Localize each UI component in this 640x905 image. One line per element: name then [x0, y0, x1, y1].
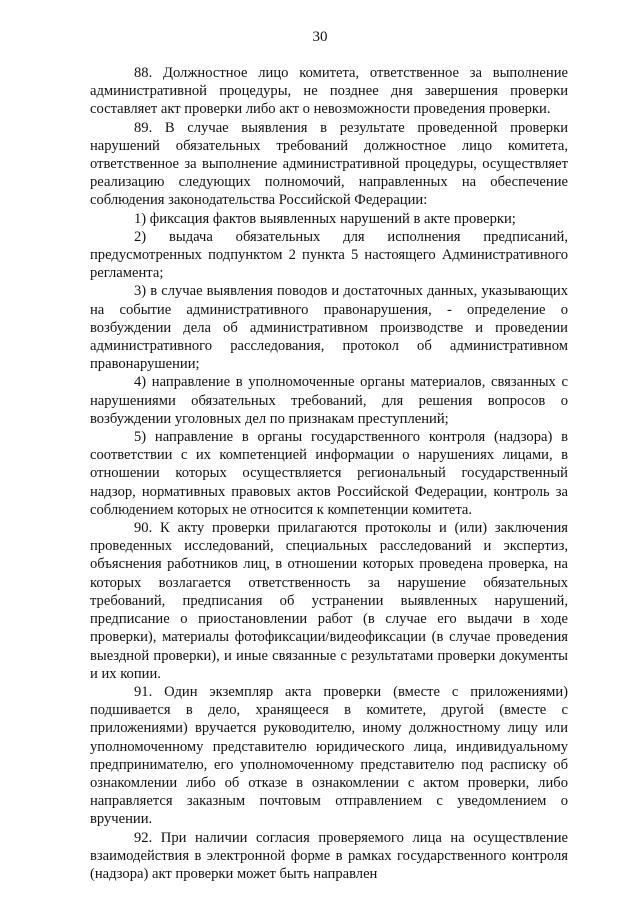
- list-item-1: 1) фиксация фактов выявленных нарушений в акте проверки;: [134, 210, 516, 227]
- paragraph-92: 92. При наличии согласия проверяемого лица на осуществление взаимодействия в электронной форме в рамках государственного контроля (надзора) акт проверки может быть направлен: [90, 829, 568, 882]
- page-number: 30: [312, 29, 328, 45]
- list-item-5: 5) направление в органы государственного контроля (надзора) в соответствии с их компетенцией информации о нарушениях лицами, в отношении которых осуществляется региональный государственный надзор, нормативных правовых актов Российской Федерации, контроль за соблюдением которых не относится к компетенции комитета.: [90, 429, 568, 518]
- list-item-3: 3) в случае выявления поводов и достаточных данных, указывающих на событие административного правонарушения, - определение о возбуждении дела об административном производстве и проведении административного расследования, протокол об административном правонарушении;: [90, 283, 568, 373]
- paragraph-90: 90. К акту проверки прилагаются протоколы и (или) заключения проведенных исследований, специальных расследований и экспертиз, объяснения работников лиц, в отношении которых проведена проверка, на которых возлагается ответственность за нарушение обязательных требований, предписания об устранении выявленных нарушений, предписание о приостановлении работ (в случае его выдачи в ходе проверки), материалы фотофиксации/видеофиксации (в случае проведения выездной проверки), и иные связанные с результатами проверки документы и их копии.: [90, 520, 568, 682]
- paragraph-88: 88. Должностное лицо комитета, ответственное за выполнение административной процедуры, не позднее дня завершения проверки составляет акт проверки либо акт о невозможности проведения проверки.: [90, 65, 568, 118]
- paragraph-91: 91. Один экземпляр акта проверки (вместе с приложениями) подшивается в дело, хранящееся в комитете, другой (вместе с приложениями) вручается руководителю, иному должностному лицу или уполномоченному представителю юридического лица, индивидуальному предпринимателю, его уполномоченному представителю под расписку об ознакомлении либо об отказе в ознакомлении с актом проверки, либо направляется заказным почтовым отправлением с уведомлением о вручении.: [90, 683, 568, 828]
- list-item-4: 4) направление в уполномоченные органы материалов, связанных с нарушениями обязательных требований, для решения вопросов о возбуждении уголовных дел по признакам преступлений;: [90, 374, 568, 427]
- list-item-2: 2) выдача обязательных для исполнения предписаний, предусмотренных подпунктом 2 пункта 5 настоящего Административного регламента;: [90, 228, 568, 282]
- paragraph-89: 89. В случае выявления в результате проведенной проверки нарушений обязательных требований должностное лицо комитета, ответственное за выполнение административной процедуры, осуществляет реализацию следующих полномочий, направленных на обеспечение соблюдения законодательства Российской Федерации:: [90, 119, 568, 209]
- document-body: [90, 64, 568, 883]
